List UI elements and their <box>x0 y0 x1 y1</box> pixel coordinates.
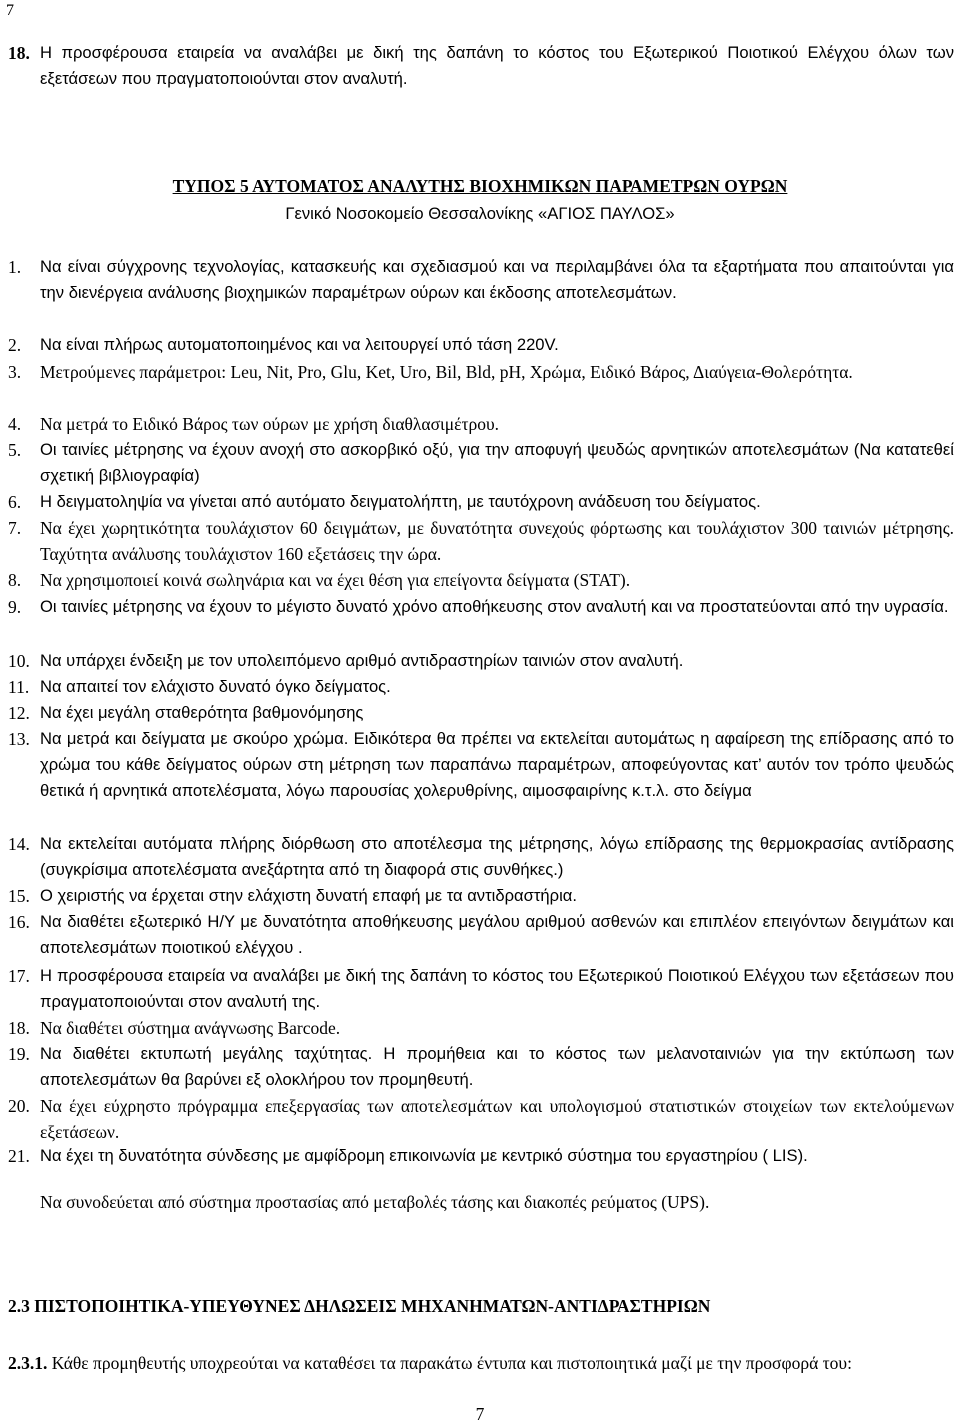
item-number: 8. <box>8 570 22 590</box>
list-item <box>8 726 954 805</box>
list-item <box>8 700 954 726</box>
item-text: Να μετρά το Ειδικό Βάρος των ούρων με χρήση διαθλασιμέτρου. <box>40 414 500 434</box>
list-item <box>8 963 954 1015</box>
item-number: 12. <box>8 703 30 723</box>
section-heading: 2.3 ΠΙΣΤΟΠΟΙΗΤΙΚΑ-ΥΠΕΥΘΥΝΕΣ ΔΗΛΩΣΕΙΣ ΜΗΧΑΝΗΜΑΤΩΝ-ΑΝΤΙΔΡΑΣΤΗΡΙΩΝ <box>8 1296 711 1316</box>
item-text: Οι ταινίες μέτρησης να έχουν το μέγιστο δυνατό χρόνο αποθήκευσης στον αναλυτή και να προστατεύονται από την υγρασία. <box>40 597 949 616</box>
list-item <box>8 411 954 437</box>
item-text: Να διαθέτει σύστημα ανάγνωσης Barcode. <box>40 1018 341 1038</box>
item-text: Να είναι σύγχρονης τεχνολογίας, κατασκευής και σχεδιασμού και να περιλαμβάνει όλα τα εξαρτήματα που απαιτούνται για την διενέργεια ανάλυσης βιοχημικών παραμέτρων ούρων και έκδοσης αποτελεσμάτων. <box>40 257 954 303</box>
list-item <box>8 1143 954 1169</box>
list-item <box>8 1015 954 1041</box>
item-number: 3. <box>8 362 22 382</box>
item-number: 15. <box>8 886 30 906</box>
list-item <box>8 254 954 306</box>
item-text: Να είναι πλήρως αυτοματοποιημένος και να λειτουργεί υπό τάση 220V. <box>40 335 559 354</box>
list-item <box>8 831 954 883</box>
item-number: 9. <box>8 597 22 617</box>
item-number: 1. <box>8 257 22 277</box>
item-text: Να έχει εύχρηστο πρόγραμμα επεξεργασίας των αποτελεσμάτων και υπολογισμού στατιστικών στοιχείων των εκτελούμενων εξετάσεων. <box>40 1096 954 1143</box>
item-text: Να υπάρχει ένδειξη με τον υπολειπόμενο αριθμό αντιδραστηρίων ταινιών στον αναλυτή. <box>40 651 684 670</box>
list-item <box>8 515 954 567</box>
item-number: 6. <box>8 492 22 512</box>
list-item <box>8 40 954 92</box>
item-text: Να έχει τη δυνατότητα σύνδεσης με αμφίδρομη επικοινωνία με κεντρικό σύστημα του εργαστηρίου ( LIS). <box>40 1146 808 1165</box>
item-text: Οι ταινίες μέτρησης να έχουν ανοχή στο ασκορβικό οξύ, για την αποφυγή ψευδώς αρνητικών αποτελεσμάτων (Να κατατεθεί σχετική βιβλιογραφία) <box>40 440 954 486</box>
list-item <box>8 1041 954 1093</box>
item-text: Να απαιτεί τον ελάχιστο δυνατό όγκο δείγματος. <box>40 677 391 696</box>
item-number: 5. <box>8 440 22 460</box>
page-number-bottom: 7 <box>475 1404 485 1424</box>
subsection-number: 2.3.1. <box>8 1353 48 1373</box>
item-text: Να διαθέτει εξωτερικό Η/Υ με δυνατότητα αποθήκευσης μεγάλου αριθμού ασθενών και επιπλέον επειγόντων δειγμάτων και αποτελεσμάτων ποιοτικού ελέγχου . <box>40 912 954 958</box>
item-number: 7. <box>8 518 22 538</box>
list-item <box>8 437 954 489</box>
item-text: Να έχει μεγάλη σταθερότητα βαθμονόμησης <box>40 703 364 722</box>
item-text: Να χρησιμοποιεί κοινά σωληνάρια και να έχει θέση για επείγοντα δείγματα (STAT). <box>40 570 631 590</box>
list-item <box>8 648 954 674</box>
item-text: Να μετρά και δείγματα με σκούρο χρώμα. Ειδικότερα θα πρέπει να εκτελείται αυτομάτως η αφαίρεση της επίδρασης από το χρώμα του κάθε δείγματος ούρων στη μέτρηση των παραπάνω παραμέτρων, αποφεύγοντας κατ’ αυτόν τον τρόπο ψευδώς θετικά ή αρνητικά αποτελέσματα, λόγω παρουσίας χολερυθρίνης, αιμοσφαιρίνης κ.τ.λ. στο δείγμα <box>40 729 954 801</box>
item-text: Να εκτελείται αυτόματα πλήρης διόρθωση στο αποτέλεσμα της μέτρησης, λόγω επίδρασης της θερμοκρασίας αντίδρασης (συγκρίσιμα αποτελέσματα ανεξάρτητα από τη διαφορά στις συνθήκες.) <box>40 834 954 880</box>
list-item <box>8 332 954 358</box>
list-item <box>8 489 954 515</box>
item-number: 18. <box>8 1018 30 1038</box>
item-text: Να έχει χωρητικότητα τουλάχιστον 60 δειγμάτων, με δυνατότητα συνεχούς φόρτωσης και τουλάχιστον 300 ταινιών μέτρησης. Ταχύτητα ανάλυσης τουλάχιστον 160 εξετάσεις την ώρα. <box>40 518 954 565</box>
item-text: Η προσφέρουσα εταιρεία να αναλάβει με δική της δαπάνη το κόστος του Εξωτερικού Ποιοτικού Ελέγχου όλων των εξετάσεων που πραγματοποιούνται στον αναλυτή. <box>40 43 954 89</box>
item-number: 4. <box>8 414 22 434</box>
list-item <box>8 1093 954 1145</box>
item-number: 17. <box>8 966 30 986</box>
item-number: 21. <box>8 1146 30 1166</box>
list-item <box>8 883 954 909</box>
item-text: Μετρούμενες παράμετροι: Leu, Nit, Pro, Glu, Ket, Uro, Bil, Bld, pH, Χρώμα, Ειδικό Βάρος, Διαύγεια-Θολερότητα. <box>40 362 853 382</box>
item-number: 19. <box>8 1044 30 1064</box>
subsection-text: Κάθε προμηθευτής υποχρεούται να καταθέσει τα παρακάτω έντυπα και πιστοποιητικά μαζί με την προσφορά του: <box>51 1353 852 1373</box>
item-text: Ο χειριστής να έρχεται στην ελάχιστη δυνατή επαφή με τα αντιδραστήρια. <box>40 886 577 905</box>
list-item <box>8 567 954 593</box>
list-item <box>8 359 954 385</box>
item-number: 20. <box>8 1096 30 1116</box>
section-subtitle: Γενικό Νοσοκομείο Θεσσαλονίκης «ΑΓΙΟΣ ΠΑΥΛΟΣ» <box>285 204 675 223</box>
item-number: 14. <box>8 834 30 854</box>
section-title: ΤΥΠΟΣ 5 ΑΥΤΟΜΑΤΟΣ ΑΝΑΛΥΤΗΣ ΒΙΟΧΗΜΙΚΩΝ ΠΑΡΑΜΕΤΡΩΝ ΟΥΡΩΝ <box>172 176 788 196</box>
item-number: 11. <box>8 677 30 697</box>
item-text: Να διαθέτει εκτυπωτή μεγάλης ταχύτητας. Η προμήθεια και το κόστος των μελανοταινιών για την εκτύπωση των αποτελεσμάτων θα βαρύνει εξ ολοκλήρου τον προμηθευτή. <box>40 1044 954 1090</box>
item-number: 16. <box>8 912 30 932</box>
item-text: Η προσφέρουσα εταιρεία να αναλάβει με δική της δαπάνη το κόστος του Εξωτερικού Ποιοτικού Ελέγχου των εξετάσεων που πραγματοποιούνται στον αναλυτή της. <box>40 966 954 1012</box>
item-number: 2. <box>8 335 22 355</box>
list-item <box>8 594 954 620</box>
item-text: Η δειγματοληψία να γίνεται από αυτόματο δειγματολήπτη, με ταυτόχρονη ανάδευση του δείγματος. <box>40 492 761 511</box>
list-item <box>8 674 954 700</box>
list-item <box>8 909 954 961</box>
ups-line: Να συνοδεύεται από σύστημα προστασίας από μεταβολές τάσης και διακοπές ρεύματος (UPS). <box>40 1192 710 1212</box>
item-number: 13. <box>8 729 30 749</box>
subsection-paragraph <box>8 1350 954 1376</box>
item-number: 18. <box>8 43 30 63</box>
page-number-top: 7 <box>6 2 14 19</box>
item-number: 10. <box>8 651 30 671</box>
